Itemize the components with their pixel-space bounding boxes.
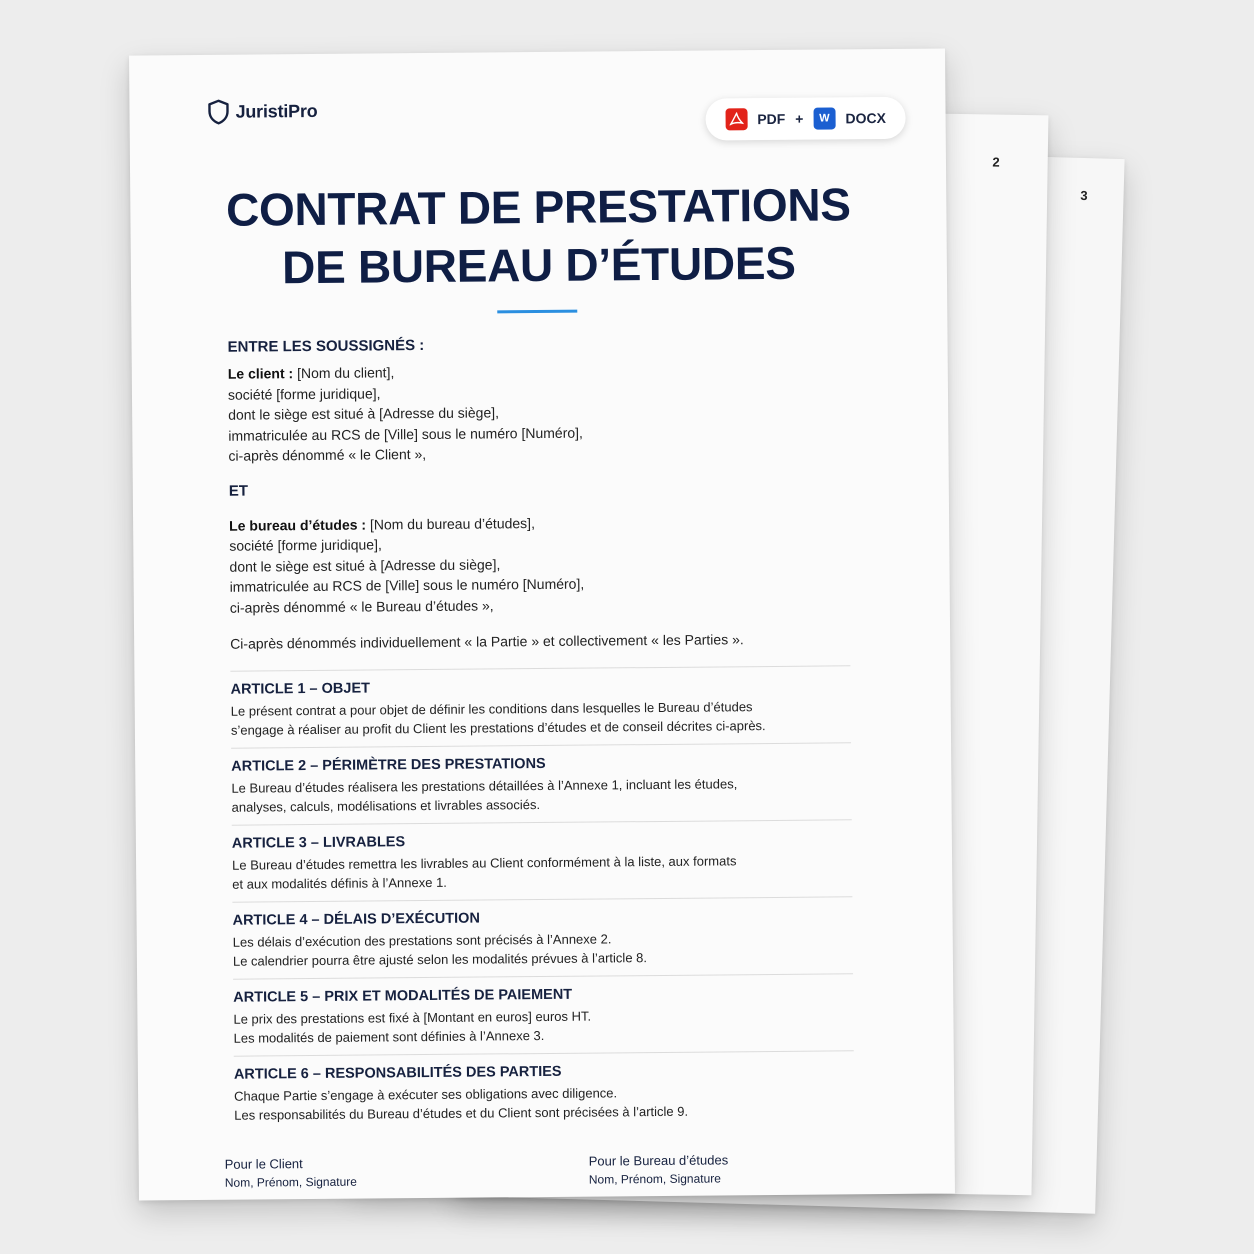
pdf-icon	[725, 108, 747, 130]
client-line: immatriculée au RCS de [Ville] sous le numéro [Numéro],	[228, 424, 583, 444]
client-name: [Nom du client],	[293, 364, 395, 382]
title-divider	[497, 310, 577, 314]
article-text: Le présent contrat a pour objet de définir les conditions dans lesquelles le Bureau d’études	[230, 698, 753, 719]
article-text: Le calendrier pourra être ajusté selon les modalités prévues à l’article 8.	[232, 949, 648, 969]
article-title: ARTICLE 2 – PÉRIMÈTRE DES PRESTATIONS	[231, 755, 546, 775]
brand-logo	[207, 98, 317, 125]
page-number: 2	[992, 154, 1000, 170]
bureau-block	[229, 510, 850, 618]
bureau-signature-block	[589, 1150, 729, 1189]
page-number: 3	[1080, 187, 1088, 204]
client-line: ci-après dénommé « le Client »,	[228, 446, 427, 464]
client-line: dont le siège est situé à [Adresse du siège],	[228, 404, 500, 423]
article-2	[231, 743, 852, 824]
page-title	[130, 174, 947, 297]
et-heading: ET	[228, 482, 249, 500]
article-6	[234, 1051, 855, 1132]
brand-name: JuristiPro	[235, 100, 318, 122]
article-text: Le prix des prestations est fixé à [Montant en euros] euros HT.	[233, 1008, 592, 1027]
article-text: Les délais d’exécution des prestations sont précisés à l’Annexe 2.	[232, 930, 612, 950]
parties-heading: ENTRE LES SOUSSIGNÉS :	[227, 337, 425, 356]
article-4	[232, 897, 853, 978]
article-title: ARTICLE 5 – PRIX ET MODALITÉS DE PAIEMENT	[233, 986, 573, 1006]
client-signature-block	[225, 1154, 357, 1193]
format-badge	[705, 97, 905, 141]
article-title: ARTICLE 4 – DÉLAIS D’EXÉCUTION	[232, 910, 480, 929]
bureau-line: immatriculée au RCS de [Ville] sous le numéro [Numéro],	[229, 575, 585, 595]
signature-sub: Nom, Prénom, Signature	[588, 1171, 721, 1187]
bureau-name: [Nom du bureau d’études],	[365, 514, 535, 533]
signature-label: Pour le Client	[224, 1156, 303, 1172]
article-title: ARTICLE 1 – OBJET	[230, 680, 371, 698]
client-label: Le client :	[227, 365, 294, 382]
bureau-line: société [forme juridique],	[229, 536, 382, 554]
article-3	[232, 820, 853, 901]
client-block	[228, 358, 849, 466]
article-5	[233, 974, 854, 1055]
article-text: et aux modalités définis à l’Annexe 1.	[232, 874, 447, 892]
title-line-2: DE BUREAU D’ÉTUDES	[281, 236, 796, 294]
article-text: analyses, calculs, modélisations et livrables associés.	[231, 796, 541, 815]
article-text: Les responsabilités du Bureau d’études et du Client sont précisées à l’article 9.	[234, 1103, 689, 1123]
pdf-label: PDF	[757, 110, 786, 128]
article-1	[230, 666, 851, 747]
contract-page	[129, 48, 955, 1200]
article-text: Chaque Partie s’engage à exécuter ses obligations avec diligence.	[234, 1084, 618, 1104]
article-text: Le Bureau d’études réalisera les prestations détaillées à l’Annexe 1, incluant les études,	[231, 775, 738, 796]
parties-collective-note: Ci-après dénommés individuellement « la Partie » et collectivement « les Parties ».	[230, 631, 744, 652]
article-title: ARTICLE 3 – LIVRABLES	[231, 833, 406, 852]
docx-label: DOCX	[845, 109, 886, 127]
article-text: Les modalités de paiement sont définies à l’Annexe 3.	[233, 1027, 545, 1046]
word-icon: W	[813, 107, 835, 129]
client-line: société [forme juridique],	[227, 384, 381, 403]
title-line-1: CONTRAT DE PRESTATIONS	[225, 178, 851, 236]
contract-body	[227, 333, 854, 1132]
article-text: Le Bureau d’études remettra les livrables au Client conformément à la liste, aux formats	[232, 852, 737, 873]
article-text: s’engage à réaliser au profit du Client les prestations d’études et de conseil décrites ci-après.	[230, 717, 766, 738]
signature-label: Pour le Bureau d’études	[588, 1152, 729, 1169]
article-title: ARTICLE 6 – RESPONSABILITÉS DES PARTIES	[233, 1063, 562, 1083]
plus-sign: +	[795, 110, 804, 127]
shield-icon	[207, 99, 229, 125]
bureau-line: ci-après dénommé « le Bureau d’études »,	[229, 596, 494, 616]
signature-sub: Nom, Prénom, Signature	[224, 1174, 357, 1190]
bureau-line: dont le siège est situé à [Adresse du siège],	[229, 555, 501, 575]
bureau-label: Le bureau d’études :	[229, 516, 367, 534]
